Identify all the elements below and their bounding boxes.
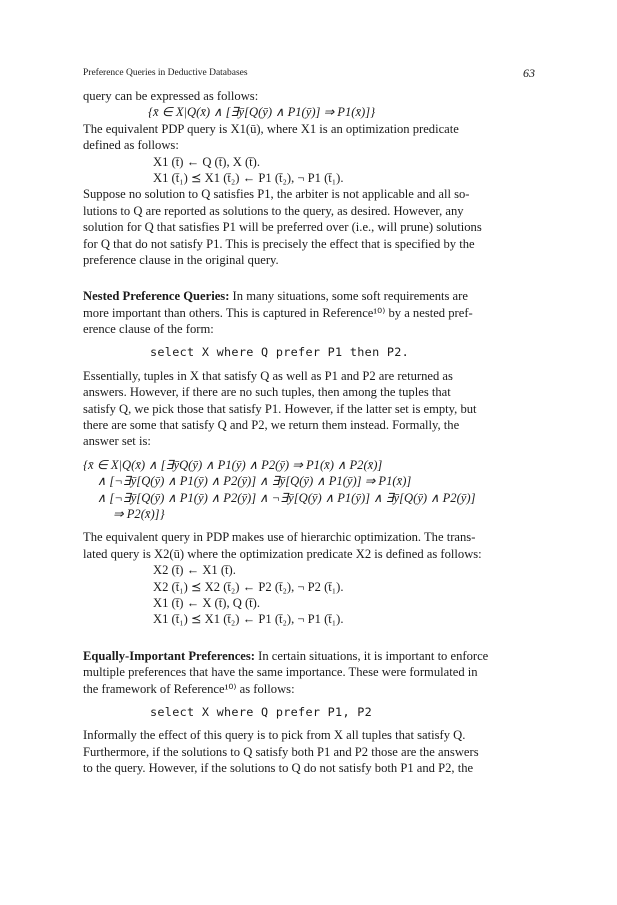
text-line: solution for Q that satisfies P1 will be preferred over (i.e., will prune) solutions [83,220,482,235]
formula-line: ∧ [¬∃ȳ[Q(ȳ) ∧ P1(ȳ) ∧ P2(ȳ)] ∧ ∃ȳ[Q(ȳ) ∧ P1(ȳ)] ⇒ P1(x̄)] [97,474,412,489]
text-line: defined as follows: [83,138,179,153]
section-first-line [83,648,535,664]
text-line: the framework of Reference¹⁰⁾ as follows: [83,681,295,696]
text-line: answers. However, if there are no such tuples, then among the tuples that [83,385,451,400]
text-span: In certain situations, it is important to enforce [254,648,489,663]
page-number: 63 [523,66,535,80]
rule-line: X2 (t̄) ← X1 (t̄). [153,563,236,578]
page-body [83,88,535,776]
text-line: lutions to Q are reported as solutions to the query, as desired. However, any [83,203,464,218]
text-line: query can be expressed as follows: [83,89,259,103]
text-line: Furthermore, if the solutions to Q satisfy both P1 and P2 those are the answers [83,744,479,759]
text-line: multiple preferences that have the same importance. These were formulated in [83,665,478,680]
rule-line: X1 (t̄) ← Q (t̄), X (t̄). [153,154,261,169]
section-heading-nested: Nested Preference Queries: [83,289,230,304]
text-line: erence clause of the form: [83,322,214,337]
formula-line: {x̄ ∈ X|Q(x̄) ∧ [∃ȳ[Q(ȳ) ∧ P1(ȳ)] ⇒ P1(x̄)]} [148,105,376,120]
text-line: more important than others. This is captured in Reference¹⁰⁾ by a nested pref- [83,305,473,320]
text-line: The equivalent PDP query is X1(ū), where X1 is an optimization predicate [83,121,459,136]
text-line: Suppose no solution to Q satisfies P1, the arbiter is not applicable and all so- [83,187,470,202]
running-title: Preference Queries in Deductive Databases [83,68,248,78]
text-line: Essentially, tuples in X that satisfy Q as well as P1 and P2 are returned as [83,368,453,383]
section-heading-equal: Equally-Important Preferences: [83,648,255,663]
rule-line: X1 (t̄₁) ⪯ X1 (t̄₂) ← P1 (t̄₂), ¬ P1 (t̄₁). [153,170,344,185]
page-header [83,68,535,82]
text-line: satisfy Q, we pick those that satisfy P1. However, if the latter set is empty, but [83,401,477,416]
formula-line: ⇒ P2(x̄)]} [113,506,165,521]
rule-line: X1 (t̄) ← X (t̄), Q (t̄). [153,595,261,610]
formula-line: ∧ [¬∃ȳ[Q(ȳ) ∧ P1(ȳ) ∧ P2(ȳ)] ∧ ¬∃ȳ[Q(ȳ) ∧ P1(ȳ)] ∧ ∃ȳ[Q(ȳ) ∧ P2(ȳ)] [97,490,476,505]
code-line: select X where Q prefer P1, P2 [150,704,373,719]
formula-line: {x̄ ∈ X|Q(x̄) ∧ [∃ȳQ(ȳ) ∧ P1(ȳ) ∧ P2(ȳ) ⇒ P1(x̄) ∧ P2(x̄)] [83,457,383,472]
code-line: select X where Q prefer P1 then P2. [150,345,410,360]
rule-line: X2 (t̄₁) ⪯ X2 (t̄₂) ← P2 (t̄₂), ¬ P2 (t̄₁). [153,579,344,594]
section-first-line [83,288,535,304]
text-line: answer set is: [83,434,151,449]
text-line: preference clause in the original query. [83,252,279,267]
text-line: there are some that satisfy Q and P2, we return them instead. Formally, the [83,418,460,433]
text-line: to the query. However, if the solutions to Q do not satisfy both P1 and P2, the [83,761,474,776]
text-span: In many situations, some soft requirements are [229,289,468,304]
rule-line: X1 (t̄₁) ⪯ X1 (t̄₂) ← P1 (t̄₂), ¬ P1 (t̄₁). [153,612,344,627]
text-line: The equivalent query in PDP makes use of hierarchic optimization. The trans- [83,530,476,545]
text-line: for Q that do not satisfy P1. This is precisely the effect that is specified by the [83,236,475,251]
text-line: Informally the effect of this query is to pick from X all tuples that satisfy Q. [83,728,466,743]
text-line: lated query is X2(ū) where the optimization predicate X2 is defined as follows: [83,546,482,561]
